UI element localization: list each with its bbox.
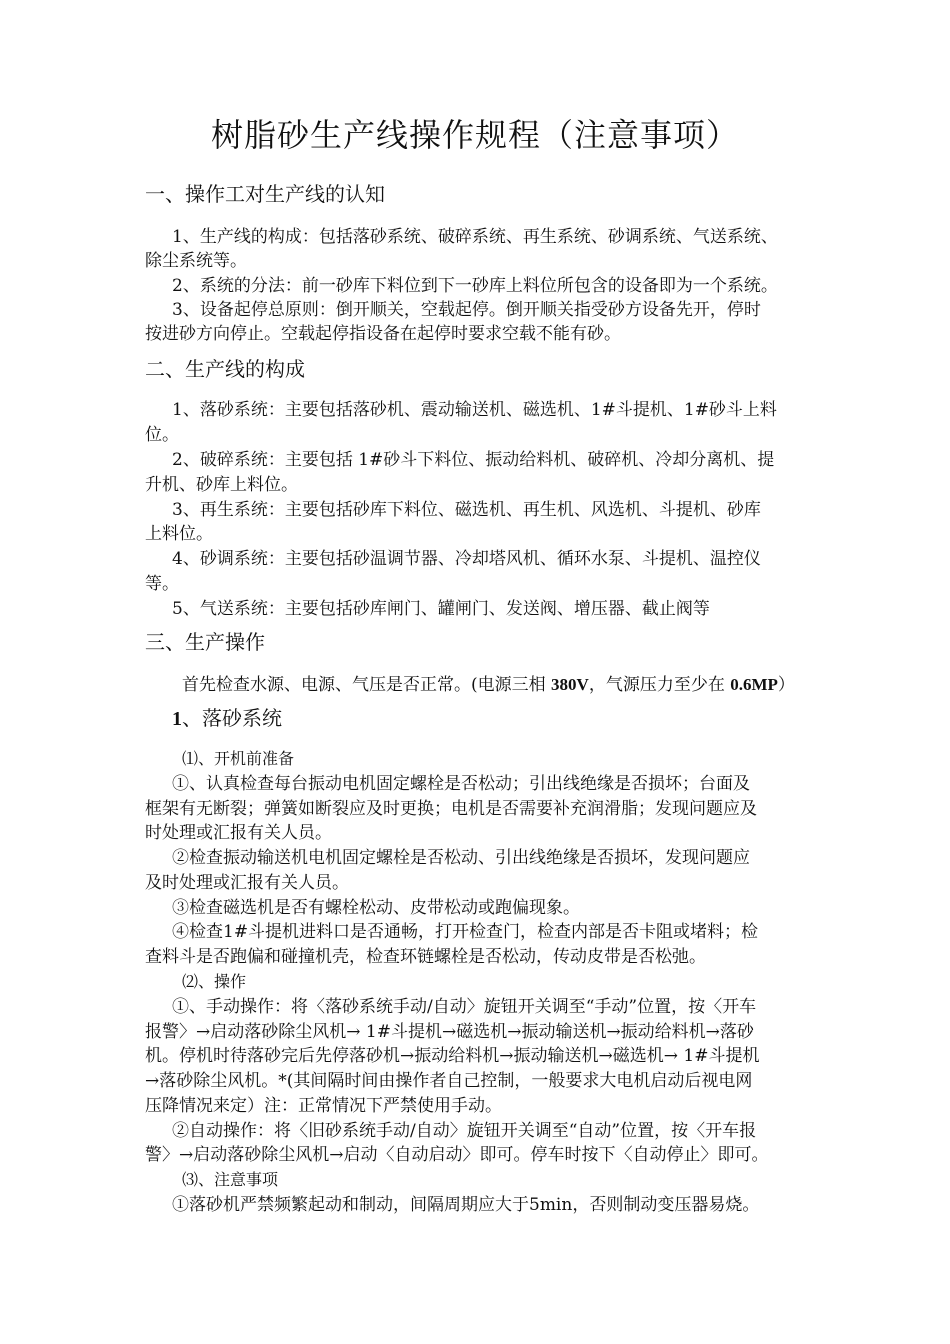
check-text-b: ，气源压力至少在 [588, 675, 731, 695]
paragraph-line: ①、认真检查每台振动电机固定螺栓是否松动；引出线绝缘是否损坏；台面及 [172, 774, 750, 794]
paragraph-line: ②自动操作：将〈旧砂系统手动/自动〉旋钮开关调至“自动”位置，按〈开车报 [172, 1121, 757, 1141]
paragraph-line: 机。停机时待落砂完后先停落砂机→振动给料机→振动输送机→磁选机→ 1#斗提机 [145, 1046, 760, 1066]
paragraph-line: ①落砂机严禁频繁起动和制动，间隔周期应大于5min，否则制动变压器易烧。 [172, 1195, 760, 1215]
paragraph-line: 查料斗是否跑偏和碰撞机壳，检查环链螺栓是否松动，传动皮带是否松弛。 [145, 947, 706, 967]
section-2-heading: 二、生产线的构成 [145, 357, 305, 381]
paragraph-line: 压降情况来定）注：正常情况下严禁使用手动。 [145, 1096, 502, 1116]
section-3-heading: 三、生产操作 [145, 630, 265, 654]
power-check-line [182, 673, 795, 697]
paragraph-line: 2、系统的分法：前一砂库下料位到下一砂库上料位所包含的设备即为一个系统。 [172, 276, 778, 296]
check-text-a: 首先检查水源、电源、气压是否正常。(电源三相 [182, 675, 552, 695]
paragraph-line: 2、破碎系统：主要包括 1#砂斗下料位、振动给料机、破碎机、冷却分离机、提 [172, 450, 775, 470]
pressure-value: 0.6MP [730, 675, 778, 694]
subsection-heading [172, 704, 282, 733]
check-text-c: ） [777, 675, 795, 695]
paragraph-line: 5、气送系统：主要包括砂库闸门、罐闸门、发送阀、增压器、截止阀等 [172, 599, 710, 619]
paragraph-line: 除尘系统等。 [145, 251, 247, 271]
paragraph-line: ②检查振动输送机电机固定螺栓是否松动、引出线绝缘是否损坏，发现问题应 [172, 848, 750, 868]
paragraph-line: 上料位。 [145, 524, 213, 544]
paragraph-line: 及时处理或汇报有关人员。 [145, 873, 349, 893]
subsection-number: 1 [172, 708, 182, 730]
voltage-value: 380V [551, 675, 589, 694]
document-title: 树脂砂生产线操作规程（注意事项） [210, 116, 739, 154]
subsection-title: 、落砂系统 [182, 706, 282, 730]
paragraph-line: 按进砂方向停止。空载起停指设备在起停时要求空载不能有砂。 [145, 324, 621, 344]
step-heading: ⑴、开机前准备 [182, 749, 295, 768]
paragraph-line: 3、设备起停总原则：倒开顺关，空载起停。倒开顺关指受砂方设备先开，停时 [172, 300, 761, 320]
paragraph-line: 1、落砂系统：主要包括落砂机、震动输送机、磁选机、1#斗提机、1#砂斗上料 [172, 400, 777, 420]
paragraph-line: 警〉→启动落砂除尘风机→启动〈自动启动〉即可。停车时按下〈自动停止〉即可。 [145, 1145, 769, 1165]
paragraph-line: 等。 [145, 574, 179, 594]
paragraph-line: ④检查1#斗提机进料口是否通畅，打开检查门，检查内部是否卡阻或堵料；检 [172, 922, 759, 942]
paragraph-line: 1、生产线的构成：包括落砂系统、破碎系统、再生系统、砂调系统、气送系统、 [172, 227, 778, 247]
paragraph-line: ①、手动操作：将〈落砂系统手动/自动〉旋钮开关调至“手动”位置，按〈开车 [172, 997, 757, 1017]
paragraph-line: ③检查磁选机是否有螺栓松动、皮带松动或跑偏现象。 [172, 898, 580, 918]
step-heading: ⑶、注意事项 [182, 1170, 279, 1189]
paragraph-line: 位。 [145, 425, 179, 445]
paragraph-line: 4、砂调系统：主要包括砂温调节器、冷却塔风机、循环水泵、斗提机、温控仪 [172, 549, 761, 569]
paragraph-line: 3、再生系统：主要包括砂库下料位、磁选机、再生机、风选机、斗提机、砂库 [172, 500, 761, 520]
section-1-heading: 一、操作工对生产线的认知 [145, 182, 385, 206]
paragraph-line: →落砂除尘风机。*(其间隔时间由操作者自己控制，一般要求大电机启动后视电网 [145, 1071, 753, 1091]
step-heading: ⑵、操作 [182, 972, 247, 991]
paragraph-line: 框架有无断裂；弹簧如断裂应及时更换；电机是否需要补充润滑脂；发现问题应及 [145, 799, 757, 819]
paragraph-line: 报警〉→启动落砂除尘风机→ 1#斗提机→磁选机→振动输送机→振动给料机→落砂 [145, 1022, 754, 1042]
paragraph-line: 时处理或汇报有关人员。 [145, 823, 332, 843]
paragraph-line: 升机、砂库上料位。 [145, 475, 298, 495]
